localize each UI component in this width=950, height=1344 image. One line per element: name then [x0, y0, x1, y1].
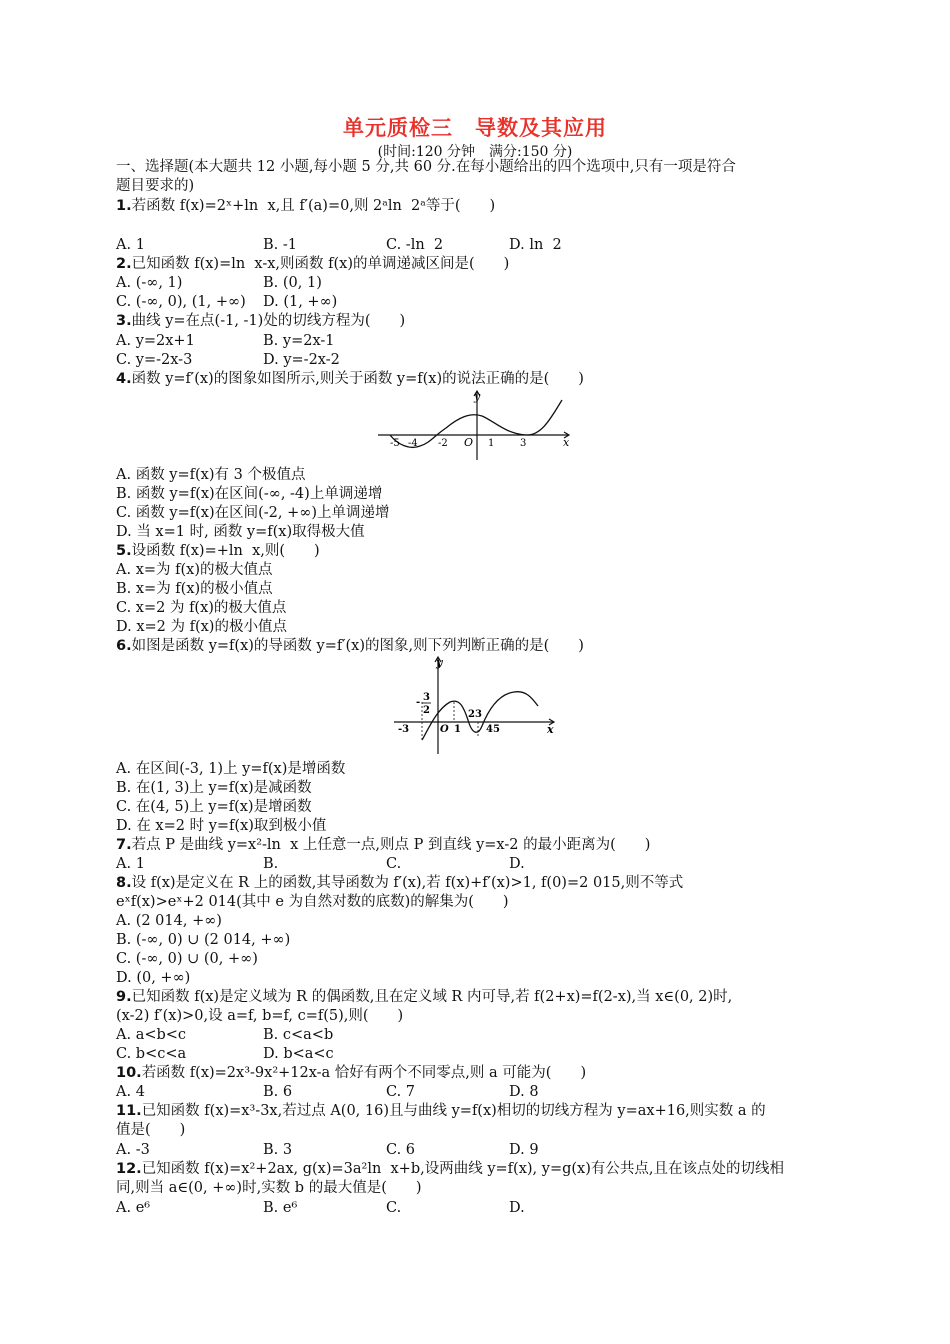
question-11-continued: 值是( ): [116, 1122, 186, 1138]
option-c: C. y=-2x-3: [116, 352, 193, 368]
question-12-continued: 同,则当 a∈(0, +∞)时,实数 b 的最大值是( ): [116, 1180, 422, 1196]
option-d: D.: [509, 856, 525, 872]
question-text: 设 f(x)是定义在 R 上的函数,其导函数为 f′(x),若 f(x)+f′(x)>1, f(0)=2 015,则不等式: [131, 875, 684, 891]
tick-label: -3: [398, 724, 410, 735]
question-text: 函数 y=f′(x)的图象如图所示,则关于函数 y=f(x)的说法正确的是( ): [131, 371, 584, 387]
question-text: 若函数 f(x)=2ˣ+ln x,且 f′(a)=0,则 2ᵃln 2ᵃ等于( ): [131, 198, 496, 214]
question-11: [116, 1102, 766, 1121]
option-b: B. (-∞, 0) ∪ (2 014, +∞): [116, 932, 291, 948]
question-1: [116, 197, 495, 216]
question-text: 若函数 f(x)=2x³-9x²+12x-a 恰好有两个不同零点,则 a 可能为( ): [141, 1065, 587, 1081]
question-number: 4.: [116, 371, 132, 387]
option-a: A. 在区间(-3, 1)上 y=f(x)是增函数: [116, 761, 346, 777]
option-a: A. x=为 f(x)的极大值点: [116, 562, 273, 578]
option-a: A. 1: [116, 237, 145, 253]
option-d: D. y=-2x-2: [263, 352, 340, 368]
option-c: C. (-∞, 0), (1, +∞): [116, 294, 246, 310]
question-10: [116, 1064, 586, 1083]
fraction-sign: -: [416, 697, 421, 708]
option-c: C. 6: [386, 1142, 416, 1158]
option-d: D. ln 2: [509, 237, 562, 253]
option-d: D. (0, +∞): [116, 970, 191, 986]
question-12: [116, 1160, 784, 1179]
option-b: B. 函数 y=f(x)在区间(-∞, -4)上单调递增: [116, 486, 383, 502]
option-d: D. 当 x=1 时, 函数 y=f(x)取得极大值: [116, 524, 365, 540]
question-7: [116, 836, 650, 855]
option-b: B. 6: [263, 1084, 293, 1100]
question-text: 如图是函数 y=f(x)的导函数 y=f′(x)的图象,则下列判断正确的是( ): [131, 638, 584, 654]
question-8: [116, 874, 683, 893]
option-d: D. (1, +∞): [263, 294, 338, 310]
option-c: C. 7: [386, 1084, 416, 1100]
option-a: A. (2 014, +∞): [116, 913, 222, 929]
question-number: 6.: [116, 638, 132, 654]
option-b: B. c<a<b: [263, 1027, 334, 1043]
option-b: B. 在(1, 3)上 y=f(x)是减函数: [116, 780, 312, 796]
option-a: A. 函数 y=f(x)有 3 个极值点: [116, 467, 306, 483]
section-heading-line1: 一、选择题(本大题共 12 小题,每小题 5 分,共 60 分.在每小题给出的四个选项中,只有一项是符合: [116, 159, 736, 175]
tick-label: 3: [520, 438, 527, 449]
option-c: C.: [386, 856, 402, 872]
question-text: 已知函数 f(x)=x²+2ax, g(x)=3a²ln x+b,设两曲线 y=f(x), y=g(x)有公共点,且在该点处的切线相: [141, 1161, 784, 1177]
question-number: 8.: [116, 875, 132, 891]
option-d: D. 9: [509, 1142, 539, 1158]
option-a: A. (-∞, 1): [116, 275, 183, 291]
option-a: A. y=2x+1: [116, 333, 195, 349]
y-label: y: [436, 656, 443, 669]
x-label: x: [563, 436, 570, 449]
question-text: 已知函数 f(x)=x³-3x,若过点 A(0, 16)且与曲线 y=f(x)相切的切线方程为 y=ax+16,则实数 a 的: [141, 1103, 766, 1119]
origin-label: O: [464, 436, 474, 449]
y-label: y: [474, 390, 481, 403]
question-number: 2.: [116, 256, 132, 272]
tick-label: 1: [488, 438, 495, 449]
option-c: C. -ln 2: [386, 237, 444, 253]
page-subtitle: (时间:120 分钟 满分:150 分): [377, 144, 573, 160]
question-number: 9.: [116, 989, 132, 1005]
tick-label: -4: [408, 438, 418, 449]
option-d: D. x=2 为 f(x)的极小值点: [116, 619, 287, 635]
question-number: 7.: [116, 837, 132, 853]
question-text: 已知函数 f(x)=ln x-x,则函数 f(x)的单调递减区间是( ): [131, 256, 510, 272]
option-a: A. a<b<c: [116, 1027, 187, 1043]
question-text: 已知函数 f(x)是定义域为 R 的偶函数,且在定义域 R 内可导,若 f(2+x)=f(2-x),当 x∈(0, 2)时,: [131, 989, 733, 1005]
question-2: [116, 255, 509, 274]
option-b: B.: [263, 856, 279, 872]
option-a: A. e⁶: [116, 1200, 151, 1216]
question-number: 1.: [116, 198, 132, 214]
option-c: C. 在(4, 5)上 y=f(x)是增函数: [116, 799, 312, 815]
page-title: 单元质检三 导数及其应用: [343, 116, 607, 140]
question-9-continued: (x-2) f′(x)>0,设 a=f, b=f, c=f(5),则( ): [116, 1008, 404, 1024]
option-c: C.: [386, 1200, 402, 1216]
question-5: [116, 542, 320, 561]
section-heading-line2: 题目要求的): [116, 178, 195, 194]
origin-label: O: [440, 724, 449, 735]
question-number: 12.: [116, 1161, 142, 1177]
question-number: 5.: [116, 543, 132, 559]
option-d: D.: [509, 1200, 525, 1216]
question-number: 11.: [116, 1103, 142, 1119]
option-b: B. x=为 f(x)的极小值点: [116, 581, 273, 597]
option-c: C. (-∞, 0) ∪ (0, +∞): [116, 951, 258, 967]
question-number: 3.: [116, 313, 132, 329]
question-8-continued: eˣf(x)>eˣ+2 014(其中 e 为自然对数的底数)的解集为( ): [116, 894, 509, 910]
option-c: C. b<c<a: [116, 1046, 187, 1062]
question-text: 曲线 y=在点(-1, -1)处的切线方程为( ): [131, 313, 406, 329]
option-d: D. b<a<c: [263, 1046, 334, 1062]
tick-label: -2: [438, 438, 448, 449]
fraction-denominator: 2: [423, 705, 430, 716]
question-4: [116, 370, 584, 389]
option-b: B. -1: [263, 237, 297, 253]
question-9: [116, 988, 732, 1007]
tick-label: 1: [454, 724, 461, 735]
option-b: B. y=2x-1: [263, 333, 335, 349]
tick-label: 23: [468, 709, 482, 720]
question-text: 若点 P 是曲线 y=x²-ln x 上任意一点,则点 P 到直线 y=x-2 的最小距离为( ): [131, 837, 651, 853]
option-b: B. e⁶: [263, 1200, 298, 1216]
x-label: x: [547, 723, 554, 736]
question-text: 设函数 f(x)=+ln x,则( ): [131, 543, 320, 559]
option-b: B. (0, 1): [263, 275, 322, 291]
option-a: A. 1: [116, 856, 145, 872]
option-c: C. x=2 为 f(x)的极大值点: [116, 600, 287, 616]
fraction-numerator: 3: [423, 692, 430, 703]
question-3: [116, 312, 405, 331]
option-c: C. 函数 y=f(x)在区间(-2, +∞)上单调递增: [116, 505, 390, 521]
tick-label: -5: [390, 438, 400, 449]
tick-label: 45: [486, 724, 500, 735]
option-a: A. 4: [116, 1084, 145, 1100]
option-d: D. 在 x=2 时 y=f(x)取到极小值: [116, 818, 327, 834]
option-d: D. 8: [509, 1084, 539, 1100]
option-a: A. -3: [116, 1142, 150, 1158]
derivative-graph-q6: [392, 654, 562, 758]
question-number: 10.: [116, 1065, 142, 1081]
derivative-graph-q4: [376, 388, 576, 464]
option-b: B. 3: [263, 1142, 293, 1158]
